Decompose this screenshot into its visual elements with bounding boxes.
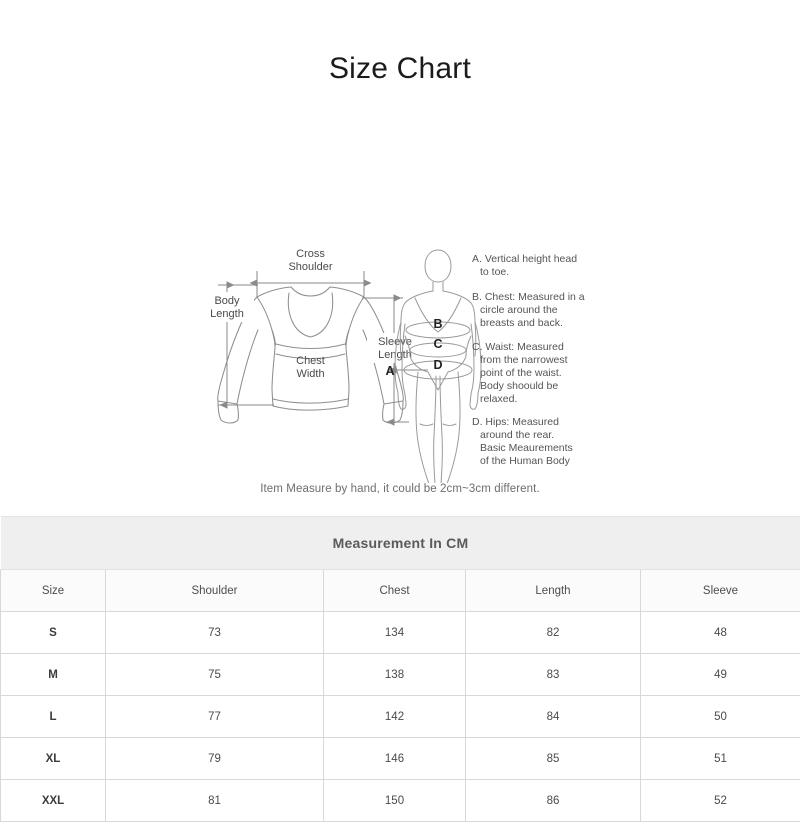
table-row xyxy=(1,654,800,696)
chest-width-label: Chest xyxy=(296,355,325,367)
cell-length: 83 xyxy=(466,654,641,696)
page-title: Size Chart xyxy=(0,52,800,86)
cross-shoulder-label-2: Shoulder xyxy=(288,261,332,273)
table-band-row xyxy=(1,517,800,570)
measurement-diagram xyxy=(0,238,800,508)
table-row xyxy=(1,780,800,822)
cell-shoulder: 73 xyxy=(106,612,324,654)
desc-b-line-3: breasts and back. xyxy=(480,317,563,329)
desc-b-line-2: circle around the xyxy=(480,304,558,316)
cell-shoulder: 81 xyxy=(106,780,324,822)
cell-sleeve: 51 xyxy=(641,738,800,780)
cell-length: 82 xyxy=(466,612,641,654)
desc-c-line-5: relaxed. xyxy=(480,393,517,405)
column-header-sleeve: Sleeve xyxy=(641,570,800,612)
cell-length: 84 xyxy=(466,696,641,738)
cell-sleeve: 52 xyxy=(641,780,800,822)
cell-sleeve: 48 xyxy=(641,612,800,654)
desc-c-line-3: point of the waist. xyxy=(480,367,562,379)
cell-shoulder: 75 xyxy=(106,654,324,696)
column-header-length: Length xyxy=(466,570,641,612)
table-row xyxy=(1,738,800,780)
cell-sleeve: 49 xyxy=(641,654,800,696)
cell-size: XXL xyxy=(1,780,106,822)
cell-length: 85 xyxy=(466,738,641,780)
cell-size: L xyxy=(1,696,106,738)
measurement-descriptions xyxy=(472,253,585,467)
measurement-disclaimer: Item Measure by hand, it could be 2cm~3cm different. xyxy=(0,483,800,495)
cell-shoulder: 77 xyxy=(106,696,324,738)
desc-c-line-2: from the narrowest xyxy=(480,354,568,366)
column-header-size: Size xyxy=(1,570,106,612)
cell-chest: 134 xyxy=(324,612,466,654)
marker-b-label: B xyxy=(433,317,442,331)
sleeve-length-label-2: Length xyxy=(378,349,412,361)
cell-shoulder: 79 xyxy=(106,738,324,780)
cell-chest: 142 xyxy=(324,696,466,738)
cell-length: 86 xyxy=(466,780,641,822)
diagram-canvas xyxy=(196,238,606,483)
size-table-body xyxy=(1,517,800,822)
desc-a-line-2: to toe. xyxy=(480,266,509,278)
cross-shoulder-label: Cross xyxy=(296,248,325,260)
measurement-unit-label: Measurement In CM xyxy=(1,517,800,570)
table-header-row xyxy=(1,570,800,612)
desc-d-line-1: D. Hips: Measured xyxy=(472,416,559,428)
marker-d-label: D xyxy=(433,358,442,372)
desc-d-line-2: around the rear. xyxy=(480,429,554,441)
cell-chest: 146 xyxy=(324,738,466,780)
marker-c-label: C xyxy=(433,337,442,351)
body-length-label-2: Length xyxy=(210,308,244,320)
cell-size: M xyxy=(1,654,106,696)
table-row xyxy=(1,696,800,738)
desc-d-line-4: of the Human Body xyxy=(480,455,571,467)
size-table xyxy=(0,516,800,822)
cell-sleeve: 50 xyxy=(641,696,800,738)
body-length-label: Body xyxy=(214,295,240,307)
size-table-zone xyxy=(0,516,800,822)
column-header-shoulder: Shoulder xyxy=(106,570,324,612)
desc-c-line-4: Body shoould be xyxy=(480,380,558,392)
desc-c-line-1: C. Waist: Measured xyxy=(472,341,564,353)
desc-d-line-3: Basic Meaurements xyxy=(480,442,573,454)
cell-chest: 138 xyxy=(324,654,466,696)
sleeve-length-label: Sleeve xyxy=(378,336,412,348)
desc-a-line-1: A. Vertical height head xyxy=(472,253,577,265)
cross-shoulder-measure xyxy=(257,271,364,298)
table-row xyxy=(1,612,800,654)
cell-size: XL xyxy=(1,738,106,780)
marker-a-label: A xyxy=(385,364,394,378)
column-header-chest: Chest xyxy=(324,570,466,612)
cell-size: S xyxy=(1,612,106,654)
desc-b-line-1: B. Chest: Measured in a xyxy=(472,291,585,303)
chest-width-label-2: Width xyxy=(296,368,324,380)
cell-chest: 150 xyxy=(324,780,466,822)
